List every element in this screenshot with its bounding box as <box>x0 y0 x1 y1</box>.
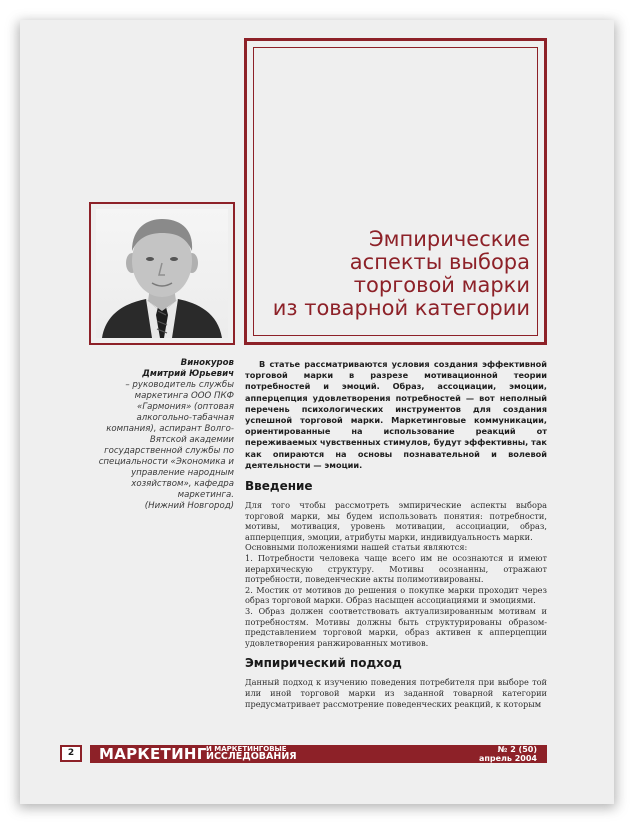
author-name: Дмитрий Юрьевич <box>142 369 234 379</box>
issue-info <box>479 746 537 763</box>
author-photo-frame <box>89 202 235 345</box>
issue-number: № 2 (50) <box>497 745 537 754</box>
article-title: Эмпирические аспекты выбора торговой марки из товарной категории <box>272 227 530 320</box>
brand-logo-sub-line2: ИССЛЕДОВАНИЯ <box>206 751 297 762</box>
article-abstract: В статье рассматриваются условия создания эффективной торговой марки в разрезе мотивационной теории потребностей и эмоций. Образ, ассоциации, эмоции, апперцепция удовлетворения потребностей — вот неполный перечень психологических инструментов для создания успешной торговой марки. Маркетинговые коммуникации, ориентированные на использование реакций от переживаемых чувственных стимулов, будут эффективны, так как опираются на основы познавательной и волевой деятельности — эмоции. <box>245 359 547 470</box>
article-content <box>245 359 547 709</box>
footer-bar <box>90 745 547 763</box>
issue-date: апрель 2004 <box>478 753 537 763</box>
page-number: 2 <box>60 745 82 762</box>
section-heading-empirical: Эмпирический подход <box>245 656 402 671</box>
brand-logo-sub-line1: И МАРКЕТИНГОВЫЕ <box>206 745 287 753</box>
author-description: – руководитель службы маркетинга ООО ПКФ «Гармония» (оптовая алкогольно-табачная компания), аспирант Волго- Вятской академии государственной службы по специальности «Экономика и управление народным хозяйством», кафедра маркетинга. (Нижний Новгород) <box>98 380 234 511</box>
author-surname: Винокуров <box>180 358 234 368</box>
title-frame <box>244 38 547 345</box>
brand-logo-main: МАРКЕТИНГ <box>99 745 207 763</box>
author-info <box>90 358 234 512</box>
author-photo <box>96 209 228 338</box>
section-heading-intro: Введение <box>245 479 313 494</box>
portrait-image <box>96 209 228 338</box>
section-text-intro: Для того чтобы рассмотреть эмпирические аспекты выбора торговой марки, мы будем использовать понятия: потребности, мотивы, мотивация, уровень мотивации, ассоциации, образ, апперцепция, эмоции, атрибуты марки, индивидуальность марки. Основными положениями нашей статьи являются: 1. Потребности человека чаще всего им не осознаются и имеют иерархическую структуру. Мотивы осознанны, отражают потребности, поведенческие акты полимотивированы. 2. Мостик от мотивов до решения о покупке марки проходит через образ торговой марки. Образ насыщен ассоциациями и эмоциями. 3. Образ должен соответствовать актуализированным мотивам и потребностям. Мотивы должны быть структурированы образом-представлением торговой марки, образ активен к апперцепции удовлетворения ранжированных мотивов. <box>245 500 547 648</box>
section-text-empirical: Данный подход к изучению поведения потребителя при выборе той или иной торговой марки из заданной товарной категории предусматривает рассмотрение поведенческих реакций, к которым <box>245 677 547 709</box>
